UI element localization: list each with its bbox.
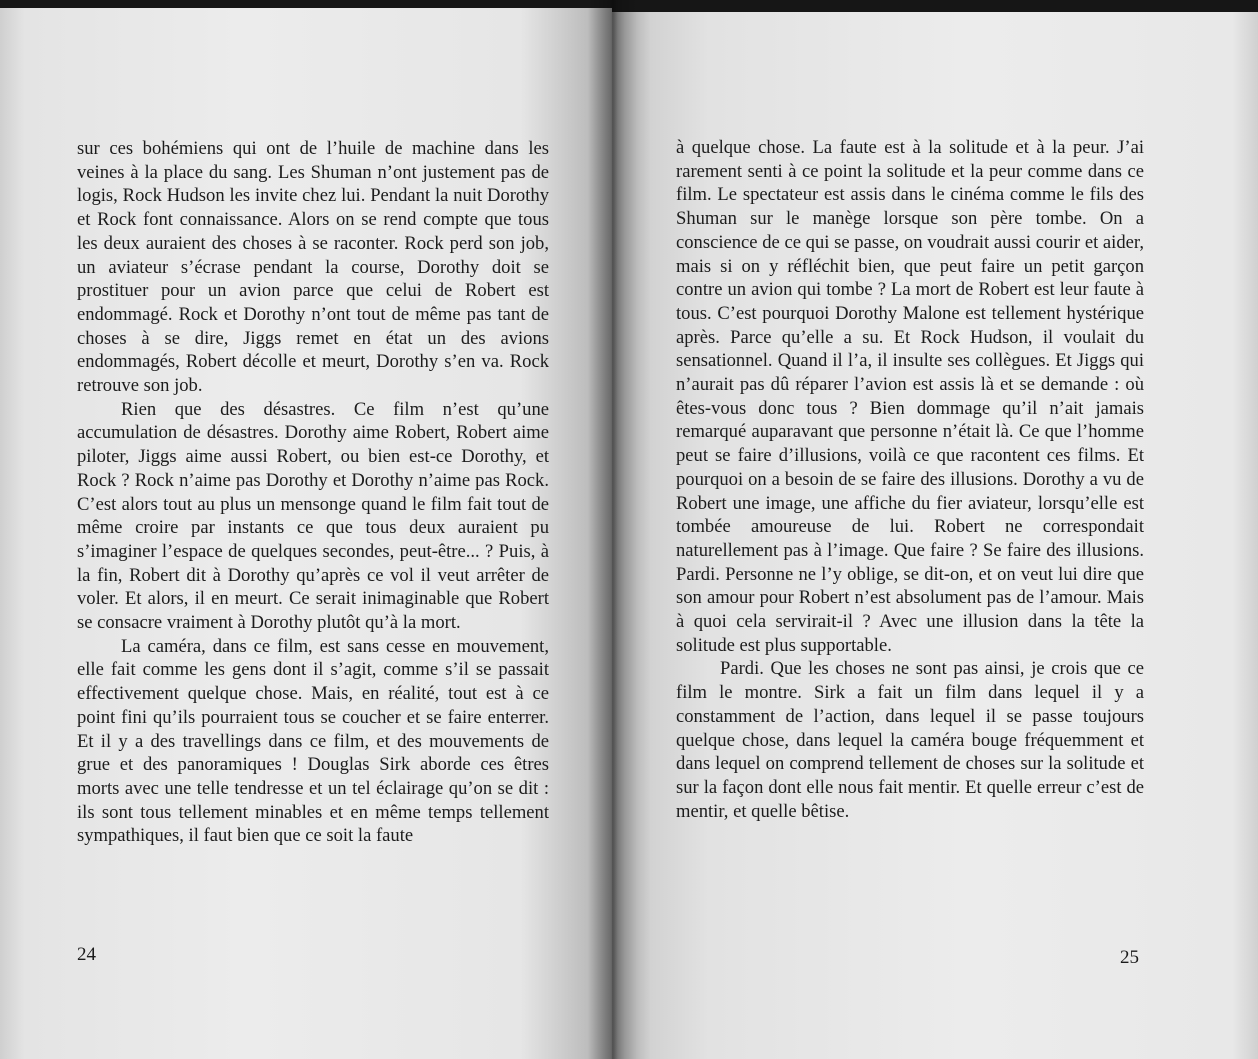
- left-page-text: [77, 137, 549, 848]
- left-paragraph-3: La caméra, dans ce film, est sans cesse en mouvement, elle fait comme les gens dont il s’agit, comme s’il se passait effectivement quelque chose. Mais, en réalité, tout est à ce point fini qu’ils pourraient tous se coucher et se faire enterrer. Et il y a des travellings dans ce film, et des mouvements de grue et des panoramiques ! Douglas Sirk aborde ces êtres morts avec une telle tendresse et un tel éclairage qu’on se dit : ils sont tous tellement minables et en même temps tellement sympathiques, il faut bien que ce soit la faute: [77, 635, 549, 847]
- left-paragraph-1: sur ces bohémiens qui ont de l’huile de machine dans les veines à la place du sang. Les Shuman n’ont justement pas de logis, Rock Hudson les invite chez lui. Pendant la nuit Dorothy et Rock font connaissance. Alors on se rend compte que tous les deux auraient des choses à se raconter. Rock perd son job, un aviateur s’écrase pendant la course, Dorothy doit se prostituer pour un avion parce que celui de Robert est endommagé. Rock et Dorothy n’ont tout de même pas tant de choses à se dire, Jiggs remet en état un des avions endommagés, Robert décolle et meurt, Dorothy s’en va. Rock retrouve son job.: [77, 138, 549, 397]
- right-paragraph-1: à quelque chose. La faute est à la solitude et à la peur. J’ai rarement senti à ce point la solitude et la peur comme dans ce film. Le spectateur est assis dans le cinéma comme le fils des Shuman sur le manège lorsque son père tombe. On a conscience de ce qui se passe, on voudrait aussi courir et aider, mais si on y réfléchit bien, que peut faire un petit garçon contre un avion qui tombe ? La mort de Robert est leur faute à tous. C’est pourquoi Dorothy Malone est tellement hystérique après. Parce qu’elle a su. Et Rock Hudson, il voulait du sensationnel. Quand il l’a, il insulte ses collègues. Et Jiggs qui n’aurait pas dû réparer l’avion est assis là et se demande : où êtes-vous donc tous ? Bien dommage qu’il n’ait jamais remarqué auparavant que personne n’était là. Ce que l’homme peut se faire d’illusions, voilà ce que racontent ces films. Et pourquoi on a besoin de se faire des illusions. Dorothy a vu de Robert une image, une affiche du fier aviateur, lorsqu’elle est tombée amoureuse de lui. Robert ne correspondait naturellement pas à l’image. Que faire ? Se faire des illusions. Pardi. Personne ne l’y oblige, se dit-on, et on veut lui dire que son amour pour Robert n’est absolument pas de l’amour. Mais à quoi cela servirait-il ? Avec une illusion dans la tête la solitude est plus supportable.: [676, 137, 1144, 656]
- right-page: [612, 12, 1258, 1059]
- right-page-number: 25: [1120, 947, 1139, 968]
- left-paragraph-2: Rien que des désastres. Ce film n’est qu’une accumulation de désastres. Dorothy aime Robert, Robert aime piloter, Jiggs aime aussi Robert, ou bien est-ce Dorothy, et Rock ? Rock n’aime pas Dorothy et Dorothy n’aime pas Rock. C’est alors tout au plus un mensonge quand le film fait tout de même croire par instants ce que tous deux auraient pu s’imaginer l’espace de quelques secondes, peut-être... ? Puis, à la fin, Robert dit à Dorothy qu’après ce vol il veut arrêter de voler. Et alors, il en meurt. Ce serait inimaginable que Robert se consacre vraiment à Dorothy plutôt qu’à la mort.: [77, 398, 549, 634]
- right-page-text: [676, 136, 1144, 823]
- left-page: [0, 8, 612, 1059]
- right-paragraph-2: Pardi. Que les choses ne sont pas ainsi, je crois que ce film le montre. Sirk a fait un film dans lequel il y a constamment de l’action, dans lequel il se passe toujours quelque chose, dans lequel la caméra bouge fréquemment et dans lequel on comprend tellement de choses sur la solitude et sur la façon dont elle nous fait mentir. Et quelle erreur c’est de mentir, et quelle bêtise.: [676, 658, 1144, 822]
- left-page-number: 24: [77, 944, 96, 965]
